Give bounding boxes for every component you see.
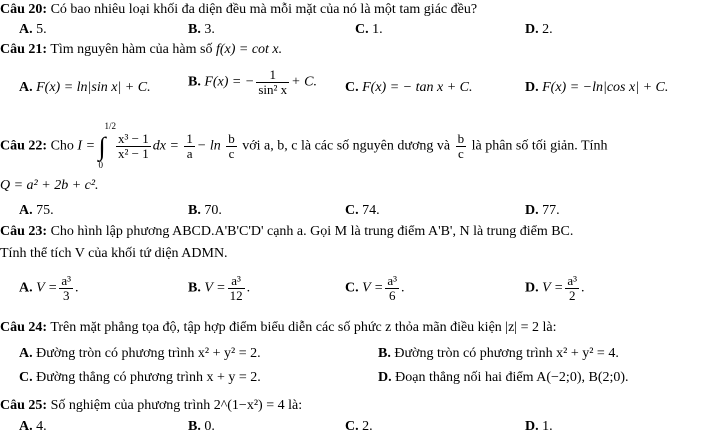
integrand: $\frac{\text{x³ − 1}}{\text{x² − 1}}$ [118,131,149,161]
option-b: B. 70. [188,203,222,218]
question-21: Câu 21: Tìm nguyên hàm của hàm số f(x) = cot x. [0,42,283,57]
question-label: Câu 21: [0,42,48,57]
option-b: B. V = $\frac{\text{a³}}{12}$ . [188,273,251,303]
option-a: A. Đường tròn có phương trình x² + y² = 2. [19,346,261,361]
option-a: A. 75. [19,203,54,218]
option-b: B. 3. [188,22,215,37]
question-label: Câu 25: [0,398,48,413]
option-c: C. V = $\frac{\text{a³}}{6}$ . [345,273,405,303]
option-c: C. Đường thẳng có phương trình x + y = 2. [19,370,261,385]
question-22-line2: Q = a² + 2b + c². [0,178,99,193]
option-b: B. F(x) = − $\frac{1}{\text{sin² x}}$ + C. [188,67,317,97]
option-a: A. V = $\frac{\text{a³}}{3}$ . [19,273,79,303]
option-d: D. 1. [525,419,553,434]
question-text: Có bao nhiêu loại khối đa diện đều mà mỗi mặt của nó là một tam giác đều? [50,2,478,17]
option-a: A. 4. [19,419,47,434]
option-d: D. V = $\frac{\text{a³}}{2}$ . [525,273,585,303]
option-d: D. F(x) = −ln|cos x| + C. [525,80,669,95]
option-c: C. 2. [345,419,373,434]
question-25: Câu 25: Số nghiệm của phương trình 2^(1−x²) = 4 là: [0,398,303,413]
option-a: A. 5. [19,22,47,37]
integral-sign: ∫ 1/2 0 [98,120,117,170]
option-d: D. 77. [525,203,560,218]
option-c: C. 74. [345,203,380,218]
question-label: Câu 20: [0,2,48,17]
function-expression: f(x) = cot x. [215,42,283,57]
question-label: Câu 22: [0,138,48,154]
question-23-line2: Tính thể tích V của khối tứ diện ADMN. [0,246,228,261]
question-22: Câu 22: Cho I = ∫ 1/2 0 $\frac{\text{x³ − 1}}{\text{x² − 1}}$ dx = $\frac{1}{a}$ − ln $\frac{b}{c}$ với a, b, c là các số nguyên dương và $\frac{b}{c}$ là phân số tối giản. Tính [0,120,608,170]
option-b: B. 0. [188,419,215,434]
question-24: Câu 24: Trên mặt phẳng tọa độ, tập hợp điểm biểu diễn các số phức z thỏa mãn điều kiện |z| = 2 là: [0,320,557,335]
question-20 [0,2,477,18]
question-23: Câu 23: Cho hình lập phương ABCD.A'B'C'D' cạnh a. Gọi M là trung điểm A'B', N là trung điểm BC. [0,224,574,239]
question-label: Câu 23: [0,224,48,239]
option-c: C. 1. [355,22,383,37]
option-b: B. Đường tròn có phương trình x² + y² = 4. [378,346,619,361]
option-c: C. F(x) = − tan x + C. [345,80,473,95]
option-a: A. F(x) = ln|sin x| + C. [19,80,151,95]
option-d: D. Đoạn thẳng nối hai điểm A(−2;0), B(2;0). [378,370,629,385]
option-d: D. 2. [525,22,553,37]
question-label: Câu 24: [0,320,48,335]
